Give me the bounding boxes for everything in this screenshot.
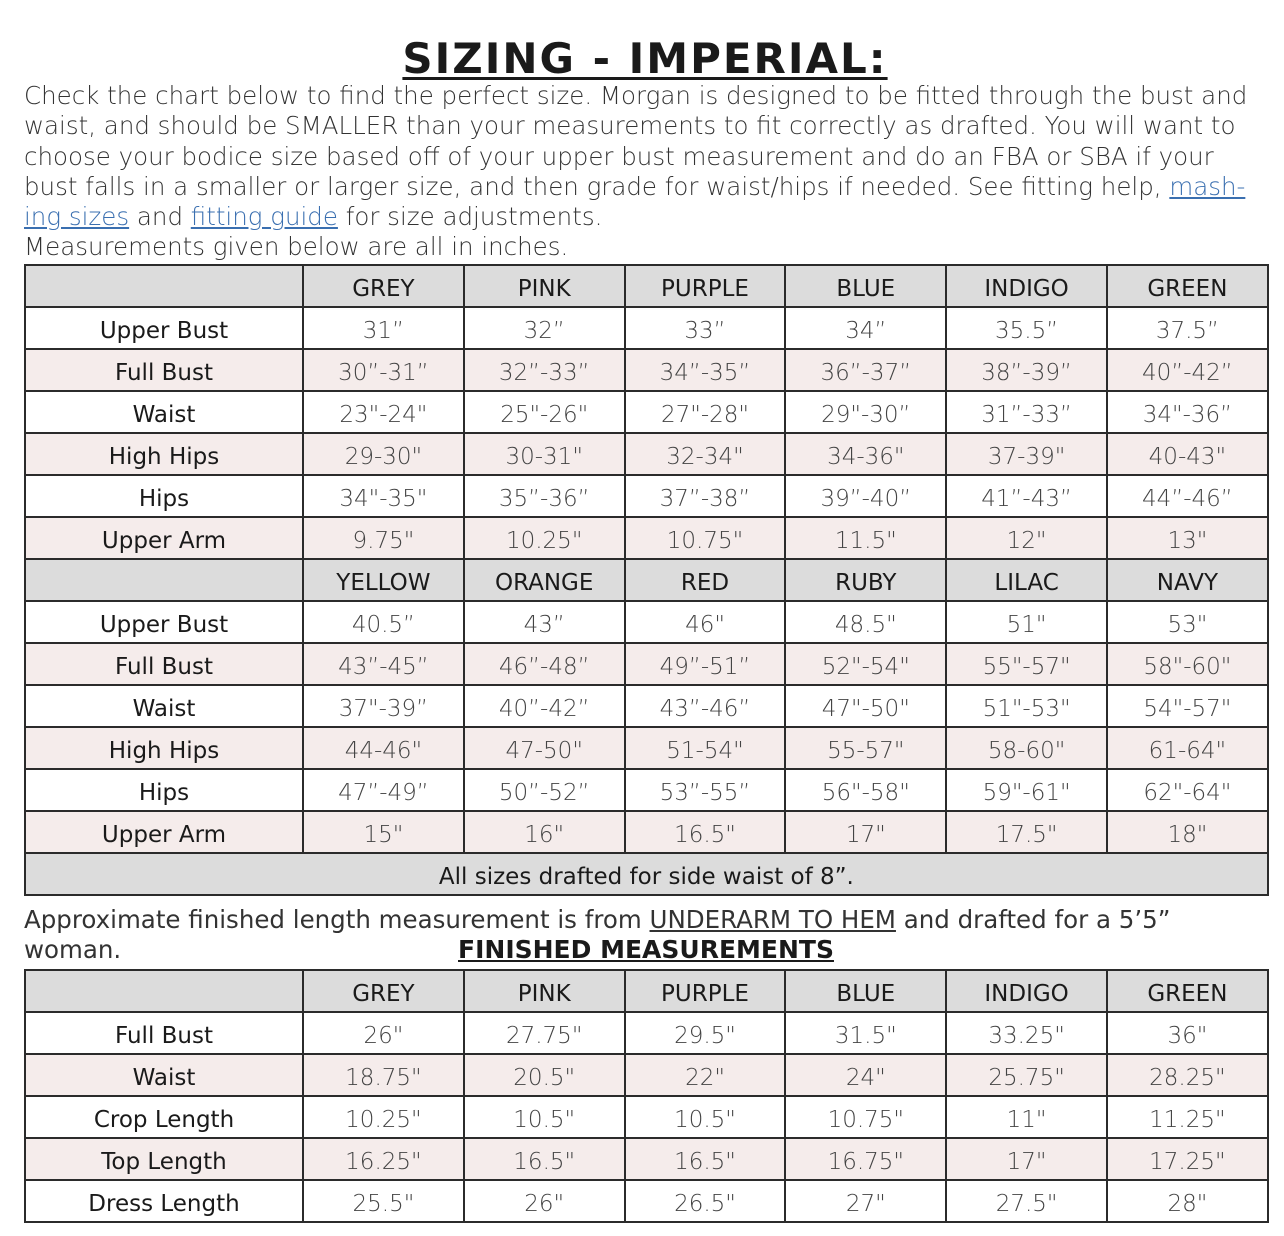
size-header-cell: RED xyxy=(625,559,786,601)
table-row xyxy=(25,1138,1268,1180)
size-header-cell: GREY xyxy=(303,970,464,1012)
table-row xyxy=(25,475,1268,517)
row-label: Upper Arm xyxy=(25,811,303,853)
table-row xyxy=(25,1012,1268,1054)
measurement-cell: 28" xyxy=(1107,1180,1268,1222)
measurement-cell: 24" xyxy=(785,1054,946,1096)
measurement-cell: 36”-37” xyxy=(785,349,946,391)
table-row xyxy=(25,601,1268,643)
header-row xyxy=(25,970,1268,1012)
measurement-cell: 16.25" xyxy=(303,1138,464,1180)
size-header-cell: PURPLE xyxy=(625,970,786,1012)
measurement-cell: 41”-43” xyxy=(946,475,1107,517)
measurement-cell: 46" xyxy=(625,601,786,643)
table-row xyxy=(25,685,1268,727)
measurement-cell: 50”-52” xyxy=(464,769,625,811)
header-row xyxy=(25,559,1268,601)
size-header-cell: ORANGE xyxy=(464,559,625,601)
page-title: SIZING - IMPERIAL: xyxy=(402,34,888,83)
measurement-cell: 27" xyxy=(785,1180,946,1222)
row-label: Hips xyxy=(25,769,303,811)
measurement-cell: 15" xyxy=(303,811,464,853)
row-label: Waist xyxy=(25,391,303,433)
measurement-cell: 62"-64" xyxy=(1107,769,1268,811)
measurement-cell: 16.5" xyxy=(625,811,786,853)
measurement-cell: 28.25" xyxy=(1107,1054,1268,1096)
measurement-cell: 29.5" xyxy=(625,1012,786,1054)
intro-text xyxy=(24,81,1269,263)
row-label: Full Bust xyxy=(25,1012,303,1054)
row-label: High Hips xyxy=(25,433,303,475)
row-label: Upper Bust xyxy=(25,307,303,349)
length-note-underlined: UNDERARM TO HEM xyxy=(649,905,896,934)
measurement-cell: 38”-39” xyxy=(946,349,1107,391)
size-header-cell: NAVY xyxy=(1107,559,1268,601)
size-header-cell: PURPLE xyxy=(625,265,786,307)
measurements-note: Measurements given below are all in inches. xyxy=(24,232,569,262)
table-row xyxy=(25,307,1268,349)
table-row xyxy=(25,727,1268,769)
side-waist-note: All sizes drafted for side waist of 8”. xyxy=(25,853,1268,895)
measurement-cell: 33” xyxy=(625,307,786,349)
measurement-cell: 30-31" xyxy=(464,433,625,475)
measurement-cell: 31.5" xyxy=(785,1012,946,1054)
intro-and: and xyxy=(129,202,191,232)
intro-paragraph xyxy=(24,81,1269,232)
measurement-cell: 11.25" xyxy=(1107,1096,1268,1138)
measurement-cell: 43”-46” xyxy=(625,685,786,727)
table-row xyxy=(25,349,1268,391)
measurement-cell: 11.5" xyxy=(785,517,946,559)
measurement-cell: 37"-39” xyxy=(303,685,464,727)
sizing-table xyxy=(24,264,1269,896)
row-label: Dress Length xyxy=(25,1180,303,1222)
measurement-cell: 48.5" xyxy=(785,601,946,643)
size-header-cell: GREY xyxy=(303,265,464,307)
measurement-cell: 34"-35" xyxy=(303,475,464,517)
table-row xyxy=(25,1054,1268,1096)
measurement-cell: 53”-55” xyxy=(625,769,786,811)
measurement-cell: 10.75" xyxy=(625,517,786,559)
measurement-cell: 27.75" xyxy=(464,1012,625,1054)
measurement-cell: 40”-42” xyxy=(1107,349,1268,391)
header-blank-cell xyxy=(25,559,303,601)
header-row xyxy=(25,265,1268,307)
intro-text-1: Check the chart below to find the perfect size. Morgan is designed to be fitted through the bust and waist, and should be SMALLER than your measurements to fit correctly as drafted. You will want to choose your bodice size based off of your upper bust measurement and do an FBA or SBA if your bust falls in a smaller or larger size, and then grade for waist/hips if needed. See fitting help, xyxy=(24,81,1248,201)
finished-measurements-title: FINISHED MEASUREMENTS xyxy=(458,935,834,964)
measurement-cell: 59"-61" xyxy=(946,769,1107,811)
measurement-cell: 26" xyxy=(464,1180,625,1222)
measurement-cell: 58-60" xyxy=(946,727,1107,769)
measurement-cell: 10.25" xyxy=(303,1096,464,1138)
row-label: Waist xyxy=(25,685,303,727)
measurement-cell: 30”-31” xyxy=(303,349,464,391)
measurement-cell: 10.5" xyxy=(464,1096,625,1138)
size-header-cell: INDIGO xyxy=(946,970,1107,1012)
size-header-cell: BLUE xyxy=(785,970,946,1012)
length-note-post: and drafted for a 5’5” woman. xyxy=(24,905,1171,964)
header-blank-cell xyxy=(25,265,303,307)
measurement-cell: 18" xyxy=(1107,811,1268,853)
measurement-cell: 37.5” xyxy=(1107,307,1268,349)
measurement-cell: 49”-51” xyxy=(625,643,786,685)
measurement-cell: 32” xyxy=(464,307,625,349)
measurement-cell: 37-39" xyxy=(946,433,1107,475)
measurement-cell: 25.5" xyxy=(303,1180,464,1222)
measurement-cell: 27.5" xyxy=(946,1180,1107,1222)
measurement-cell: 31” xyxy=(303,307,464,349)
measurement-cell: 20.5" xyxy=(464,1054,625,1096)
measurement-cell: 25.75" xyxy=(946,1054,1107,1096)
measurement-cell: 29"-30” xyxy=(785,391,946,433)
measurement-cell: 11" xyxy=(946,1096,1107,1138)
measurement-cell: 17.5" xyxy=(946,811,1107,853)
size-header-cell: GREEN xyxy=(1107,265,1268,307)
measurement-cell: 32-34" xyxy=(625,433,786,475)
measurement-cell: 52"-54" xyxy=(785,643,946,685)
measurement-cell: 40-43" xyxy=(1107,433,1268,475)
measurement-cell: 17" xyxy=(785,811,946,853)
row-label: Full Bust xyxy=(25,349,303,391)
table-row xyxy=(25,433,1268,475)
row-label: Hips xyxy=(25,475,303,517)
measurement-cell: 39”-40” xyxy=(785,475,946,517)
measurement-cell: 35.5” xyxy=(946,307,1107,349)
size-header-cell: RUBY xyxy=(785,559,946,601)
size-header-cell: GREEN xyxy=(1107,970,1268,1012)
measurement-cell: 46”-48” xyxy=(464,643,625,685)
size-header-cell: LILAC xyxy=(946,559,1107,601)
measurement-cell: 35”-36” xyxy=(464,475,625,517)
measurement-cell: 51-54" xyxy=(625,727,786,769)
measurement-cell: 37”-38” xyxy=(625,475,786,517)
header-blank-cell xyxy=(25,970,303,1012)
measurement-cell: 54"-57" xyxy=(1107,685,1268,727)
measurement-cell: 12" xyxy=(946,517,1107,559)
finished-measurements-table xyxy=(24,969,1269,1223)
measurement-cell: 27"-28" xyxy=(625,391,786,433)
row-label: Full Bust xyxy=(25,643,303,685)
row-label: High Hips xyxy=(25,727,303,769)
measurement-cell: 40.5” xyxy=(303,601,464,643)
measurement-cell: 17" xyxy=(946,1138,1107,1180)
measurement-cell: 16.5" xyxy=(464,1138,625,1180)
table-row xyxy=(25,769,1268,811)
measurement-cell: 16" xyxy=(464,811,625,853)
measurement-cell: 26" xyxy=(303,1012,464,1054)
row-label: Upper Bust xyxy=(25,601,303,643)
measurement-cell: 23"-24" xyxy=(303,391,464,433)
measurement-cell: 29-30" xyxy=(303,433,464,475)
measurement-cell: 51" xyxy=(946,601,1107,643)
measurement-cell: 43”-45” xyxy=(303,643,464,685)
measurement-cell: 17.25" xyxy=(1107,1138,1268,1180)
measurement-cell: 53" xyxy=(1107,601,1268,643)
measurement-cell: 44-46" xyxy=(303,727,464,769)
measurement-cell: 10.75" xyxy=(785,1096,946,1138)
measurement-cell: 13" xyxy=(1107,517,1268,559)
measurement-cell: 34” xyxy=(785,307,946,349)
measurement-cell: 18.75" xyxy=(303,1054,464,1096)
measurement-cell: 10.25" xyxy=(464,517,625,559)
measurement-cell: 56"-58" xyxy=(785,769,946,811)
row-label: Upper Arm xyxy=(25,517,303,559)
size-header-cell: INDIGO xyxy=(946,265,1107,307)
measurement-cell: 10.5" xyxy=(625,1096,786,1138)
measurement-cell: 47”-49” xyxy=(303,769,464,811)
measurement-cell: 47"-50" xyxy=(785,685,946,727)
measurement-cell: 33.25" xyxy=(946,1012,1107,1054)
measurement-cell: 32”-33” xyxy=(464,349,625,391)
measurement-cell: 44”-46” xyxy=(1107,475,1268,517)
size-header-cell: YELLOW xyxy=(303,559,464,601)
measurement-cell: 34-36" xyxy=(785,433,946,475)
measurement-cell: 22" xyxy=(625,1054,786,1096)
row-label: Waist xyxy=(25,1054,303,1096)
fitting-guide-link[interactable]: fitting guide xyxy=(190,202,338,232)
measurement-cell: 40”-42” xyxy=(464,685,625,727)
table-row xyxy=(25,517,1268,559)
measurement-cell: 58"-60" xyxy=(1107,643,1268,685)
table-row xyxy=(25,643,1268,685)
measurement-cell: 43” xyxy=(464,601,625,643)
size-header-cell: BLUE xyxy=(785,265,946,307)
size-header-cell: PINK xyxy=(464,970,625,1012)
measurement-cell: 61-64" xyxy=(1107,727,1268,769)
measurement-cell: 16.75" xyxy=(785,1138,946,1180)
row-label: Top Length xyxy=(25,1138,303,1180)
measurement-cell: 47-50" xyxy=(464,727,625,769)
table-row xyxy=(25,811,1268,853)
intro-text-2: for size adjustments. xyxy=(337,202,603,232)
table-row xyxy=(25,1180,1268,1222)
row-label: Crop Length xyxy=(25,1096,303,1138)
measurement-cell: 26.5" xyxy=(625,1180,786,1222)
length-note-pre: Approximate finished length measurement is from xyxy=(24,905,650,934)
mashing-sizes-link[interactable]: mash-ing sizes xyxy=(24,171,1246,232)
measurement-cell: 31”-33” xyxy=(946,391,1107,433)
measurement-cell: 16.5" xyxy=(625,1138,786,1180)
table-row xyxy=(25,1096,1268,1138)
table-row xyxy=(25,391,1268,433)
measurement-cell: 9.75" xyxy=(303,517,464,559)
measurement-cell: 55"-57" xyxy=(946,643,1107,685)
measurement-cell: 34”-35” xyxy=(625,349,786,391)
measurement-cell: 51"-53" xyxy=(946,685,1107,727)
measurement-cell: 34"-36” xyxy=(1107,391,1268,433)
size-header-cell: PINK xyxy=(464,265,625,307)
measurement-cell: 25"-26" xyxy=(464,391,625,433)
measurement-cell: 55-57" xyxy=(785,727,946,769)
measurement-cell: 36" xyxy=(1107,1012,1268,1054)
footer-row xyxy=(25,853,1268,895)
